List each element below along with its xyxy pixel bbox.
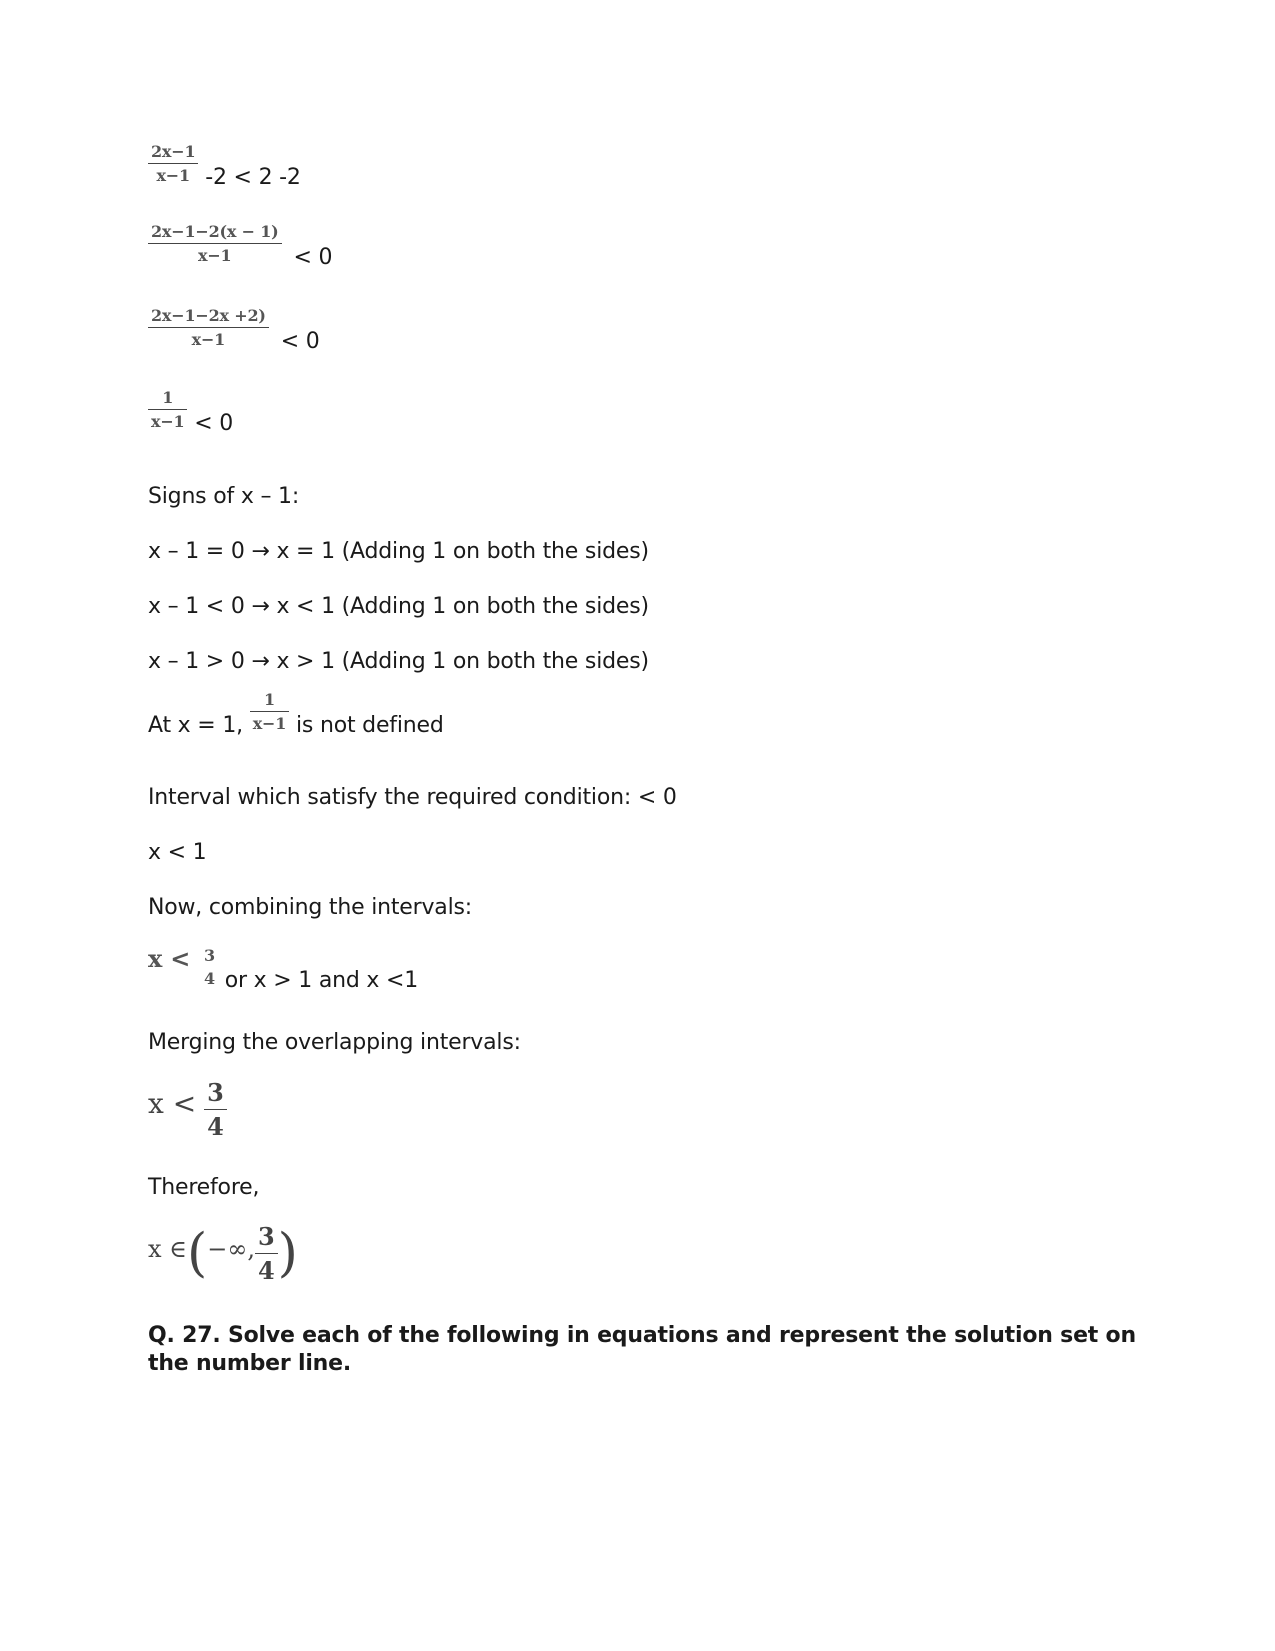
combined-denominator: 4 <box>203 969 215 988</box>
combined-expression <box>148 944 419 993</box>
final-lhs: x ∈ <box>148 1235 187 1264</box>
question-27 <box>148 1322 1136 1378</box>
signs-heading: Signs of x – 1: <box>148 484 300 509</box>
step-1-equation <box>148 142 301 190</box>
step-4-rest: < 0 <box>187 410 234 436</box>
step-2-fraction <box>148 222 282 265</box>
step-2-equation <box>148 222 333 270</box>
question-line-2: the number line. <box>148 1351 352 1376</box>
final-denominator: 4 <box>257 1256 275 1285</box>
undefined-fraction <box>250 690 289 733</box>
step-1-numerator: 2x−1 <box>151 142 196 161</box>
combined-suffix: or x > 1 and x <1 <box>217 968 419 993</box>
combined-lhs: x < <box>148 944 191 973</box>
step-3-fraction <box>148 306 269 349</box>
undefined-line <box>148 690 444 738</box>
final-open-paren: ( <box>186 1223 208 1284</box>
undefined-denominator: x−1 <box>252 714 287 733</box>
step-3-denominator: x−1 <box>191 330 226 349</box>
merged-expression <box>148 1078 227 1141</box>
step-3-equation <box>148 306 320 354</box>
step-1-rest: -2 < 2 -2 <box>198 164 301 190</box>
combined-numerator: 3 <box>203 946 215 965</box>
combining-line: Now, combining the intervals: <box>148 895 472 920</box>
final-close-paren: ) <box>277 1223 298 1284</box>
merged-denominator: 4 <box>207 1112 224 1141</box>
x-less-than-1: x < 1 <box>148 840 207 865</box>
step-3-rest: < 0 <box>280 328 320 354</box>
merged-fraction <box>204 1078 227 1141</box>
case-less: x – 1 < 0 → x < 1 (Adding 1 on both the sides) <box>148 594 649 619</box>
step-1-fraction <box>148 142 198 185</box>
final-inner: −∞, <box>207 1235 255 1264</box>
merged-lhs: x < <box>148 1087 197 1121</box>
interval-line: Interval which satisfy the required condition: < 0 <box>148 785 677 810</box>
combined-fraction <box>201 946 218 988</box>
merged-numerator: 3 <box>207 1078 224 1107</box>
step-4-equation <box>148 388 234 436</box>
undefined-suffix: is not defined <box>289 712 444 738</box>
merging-line: Merging the overlapping intervals: <box>148 1030 521 1055</box>
step-4-fraction <box>148 388 187 431</box>
final-answer <box>148 1222 298 1285</box>
step-3-numerator: 2x−1−2x +2) <box>151 306 266 325</box>
question-line-1: Q. 27. Solve each of the following in equations and represent the solution set on <box>148 1323 1136 1348</box>
undefined-numerator: 1 <box>263 690 275 709</box>
step-2-denominator: x−1 <box>198 246 232 265</box>
step-2-numerator: 2x−1−2(x − 1) <box>151 222 279 241</box>
therefore-line: Therefore, <box>148 1175 260 1200</box>
final-numerator: 3 <box>257 1222 275 1251</box>
final-fraction <box>255 1222 278 1285</box>
case-greater: x – 1 > 0 → x > 1 (Adding 1 on both the sides) <box>148 649 649 674</box>
case-equal: x – 1 = 0 → x = 1 (Adding 1 on both the sides) <box>148 539 649 564</box>
step-4-numerator: 1 <box>162 388 174 407</box>
step-2-rest: < 0 <box>293 244 333 270</box>
step-1-denominator: x−1 <box>156 166 190 185</box>
step-4-denominator: x−1 <box>151 412 185 431</box>
undefined-prefix: At x = 1, <box>148 712 250 738</box>
